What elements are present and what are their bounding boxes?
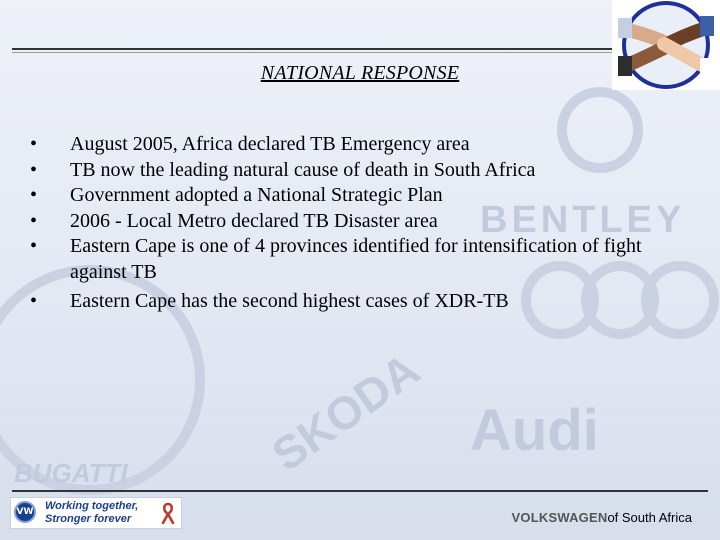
watermark-bugatti: BUGATTI: [14, 458, 128, 488]
logo-line-2: Stronger forever: [45, 513, 132, 525]
header-rule: [12, 48, 612, 50]
bullet-dot: •: [30, 209, 38, 232]
aids-ribbon-icon: [161, 502, 175, 524]
bullet-text: Eastern Cape is one of 4 provinces identified for intensification of fight against TB: [70, 235, 642, 283]
vw-logo-icon: VW: [14, 501, 36, 523]
bullet-text: August 2005, Africa declared TB Emergency area: [70, 133, 470, 155]
footer-rule: [12, 490, 708, 492]
bullet-text: Eastern Cape has the second highest cases of XDR-TB: [70, 290, 509, 312]
footer-brand-vw: VOLKSWAGEN: [511, 510, 608, 525]
bullet-item: [30, 209, 690, 235]
bullet-dot: •: [30, 133, 38, 155]
slide-title: NATIONAL RESPONSE: [260, 62, 460, 84]
bullet-item: [30, 158, 690, 184]
bullet-text: TB now the leading natural cause of death in South Africa: [70, 158, 536, 181]
bullet-item: [30, 234, 690, 285]
watermark-audi: Audi: [470, 398, 599, 463]
logo-line-1: Working together,: [45, 500, 139, 512]
watermark-skoda: SKODA: [262, 342, 429, 481]
watermark-bentley: BENTLEY: [480, 199, 686, 241]
bullet-text: Government adopted a National Strategic Plan: [70, 184, 443, 206]
bullet-item: [30, 289, 690, 315]
working-together-logo: [10, 497, 182, 529]
bullet-dot: •: [30, 235, 38, 257]
bullet-list: [30, 132, 690, 315]
bullet-item: [30, 132, 690, 158]
bullet-text: 2006 - Local Metro declared TB Disaster area: [70, 209, 438, 232]
bullet-dot: •: [30, 184, 38, 206]
bullet-item: [30, 183, 690, 209]
bullet-dot: •: [30, 158, 38, 181]
footer-brand: [512, 510, 692, 525]
footer-brand-suffix: of South Africa: [607, 510, 692, 525]
header-rule-thin: [12, 52, 612, 53]
bullet-dot: •: [30, 290, 38, 312]
